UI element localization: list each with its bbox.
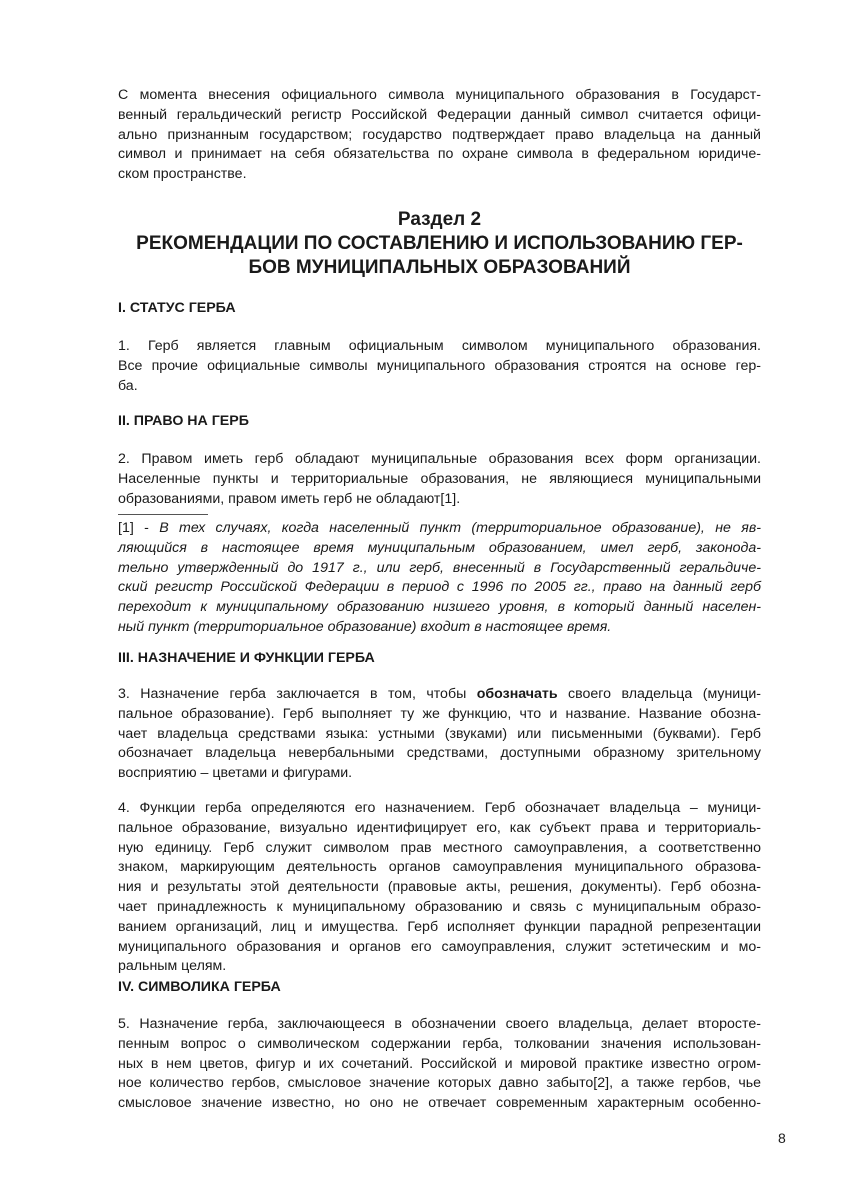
text-line: 4. Функции герба определяются его назначением. Герб обозначает владельца – муници- <box>118 800 761 816</box>
text-line: ском пространстве. <box>118 166 247 183</box>
text-line: ное количество гербов, смысловое значение которых давно забыто[2], а также гербов, чье <box>118 1075 761 1092</box>
text-line: ный пункт (территориальное образование) входит в настоящее время. <box>118 618 612 635</box>
footnote-text: В тех случаях, когда населенный пункт (территориальное образование), не яв- <box>159 520 761 536</box>
text-line: ба. <box>118 377 138 394</box>
text-line: ральным целям. <box>118 958 227 975</box>
text-line: муниципального образования и органов его самоуправления, служит эстетическим и мо- <box>118 938 761 955</box>
text-line: смысловое значение известно, но оно не отвечает современным характерным особенно- <box>118 1095 761 1112</box>
subsection-heading-symbolism: IV. СИМВОЛИКА ГЕРБА <box>118 979 281 995</box>
section-label: Раздел 2 <box>397 209 482 230</box>
text-line: 2. Правом иметь герб обладают муниципальные образования всех форм организации. <box>118 451 761 467</box>
text-line: ную единицу. Герб служит символом прав местного самоуправления, а соответственно <box>118 839 761 856</box>
text-line: обозначает владельца невербальными средствами, доступными образному зрительному <box>118 745 761 762</box>
paragraph-1 <box>118 337 761 396</box>
footnote-1 <box>118 519 761 638</box>
text-line: ванием организаций, лиц и имущества. Герб исполняет функции парадной репрезентации <box>118 918 761 935</box>
footnote-marker: [1] - <box>118 520 160 536</box>
text-line: 1. Герб является главным официальным символом муниципального образования. <box>118 338 761 354</box>
text-line: ляющийся в настоящее время муниципальным образованием, имел герб, законода- <box>118 539 761 556</box>
text-line: символ и принимает на себя обязательства по охране символа в федеральном юридиче- <box>118 146 761 163</box>
text-line: пальное образование). Герб выполняет ту же функцию, что и название. Название обозна- <box>118 705 761 722</box>
text-line <box>118 519 761 539</box>
paragraph-3 <box>118 685 761 784</box>
intro-paragraph <box>118 86 761 185</box>
text-line: тельно утвержденный до 1917 г., или герб, внесенный в Государственный геральдиче- <box>118 559 761 576</box>
text-line: чает принадлежность к муниципальному образованию и связь с муниципальным образо- <box>118 898 761 915</box>
text-run: 3. Назначение герба заключается в том, чтобы <box>118 686 477 702</box>
text-run: своего владельца (муници- <box>557 686 761 702</box>
text-line: венный геральдический регистр Российской Федерации данный символ считается офици- <box>118 106 761 123</box>
text-line: ных в нем цветов, фигур и их сочетаний. Российской и мировой практике известно огром- <box>118 1055 761 1072</box>
text-line <box>118 685 761 705</box>
text-line: чает владельца средствами языка: устными (звуками) или письменными (буквами). Герб <box>118 725 761 742</box>
text-line: восприятию – цветами и фигурами. <box>118 765 353 782</box>
text-line: ально признанным государством; государство подтверждает право владельца на данный <box>118 126 761 143</box>
text-line: пенным вопрос о символическом содержании герба, толковании значения использован- <box>118 1035 761 1052</box>
paragraph-4 <box>118 799 761 977</box>
text-line: С момента внесения официального символа муниципального образования в Государст- <box>118 87 761 103</box>
text-line: ский регистр Российской Федерации в период с 1996 по 2005 гг., право на данный герб <box>118 579 761 596</box>
text-line: знаком, маркирующим деятельность органов самоуправления муниципального образова- <box>118 859 761 876</box>
text-line: Населенные пункты и территориальные образования, не являющиеся муниципальными <box>118 470 761 487</box>
text-line: образованиями, правом иметь герб не обладают[1]. <box>118 490 461 507</box>
text-line: ния и результаты этой деятельности (правовые акты, решения, документы). Герб обозна- <box>118 879 761 896</box>
footnote-divider <box>118 514 208 515</box>
subsection-heading-status: I. СТАТУС ГЕРБА <box>118 300 236 316</box>
text-line: пальное образование, визуально идентифицирует его, как субъект права и территориаль- <box>118 819 761 836</box>
paragraph-5 <box>118 1015 761 1114</box>
emphasis-text: обозначать <box>476 686 558 702</box>
section-title-line-2: БОВ МУНИЦИПАЛЬНЫХ ОБРАЗОВАНИЙ <box>248 257 631 278</box>
text-line: 5. Назначение герба, заключающееся в обозначении своего владельца, делает второсте- <box>118 1016 761 1032</box>
subsection-heading-right: II. ПРАВО НА ГЕРБ <box>118 413 249 429</box>
section-title-line-1: РЕКОМЕНДАЦИИ ПО СОСТАВЛЕНИЮ И ИСПОЛЬЗОВАНИЮ ГЕР- <box>136 233 743 254</box>
paragraph-2 <box>118 450 761 509</box>
text-line: Все прочие официальные символы муниципального образования строятся на основе гер- <box>118 357 761 374</box>
page-number: 8 <box>778 1130 786 1146</box>
subsection-heading-purpose: III. НАЗНАЧЕНИЕ И ФУНКЦИИ ГЕРБА <box>118 650 375 666</box>
text-line: переходит к муниципальному образованию низшего уровня, в который данный населен- <box>118 599 761 616</box>
